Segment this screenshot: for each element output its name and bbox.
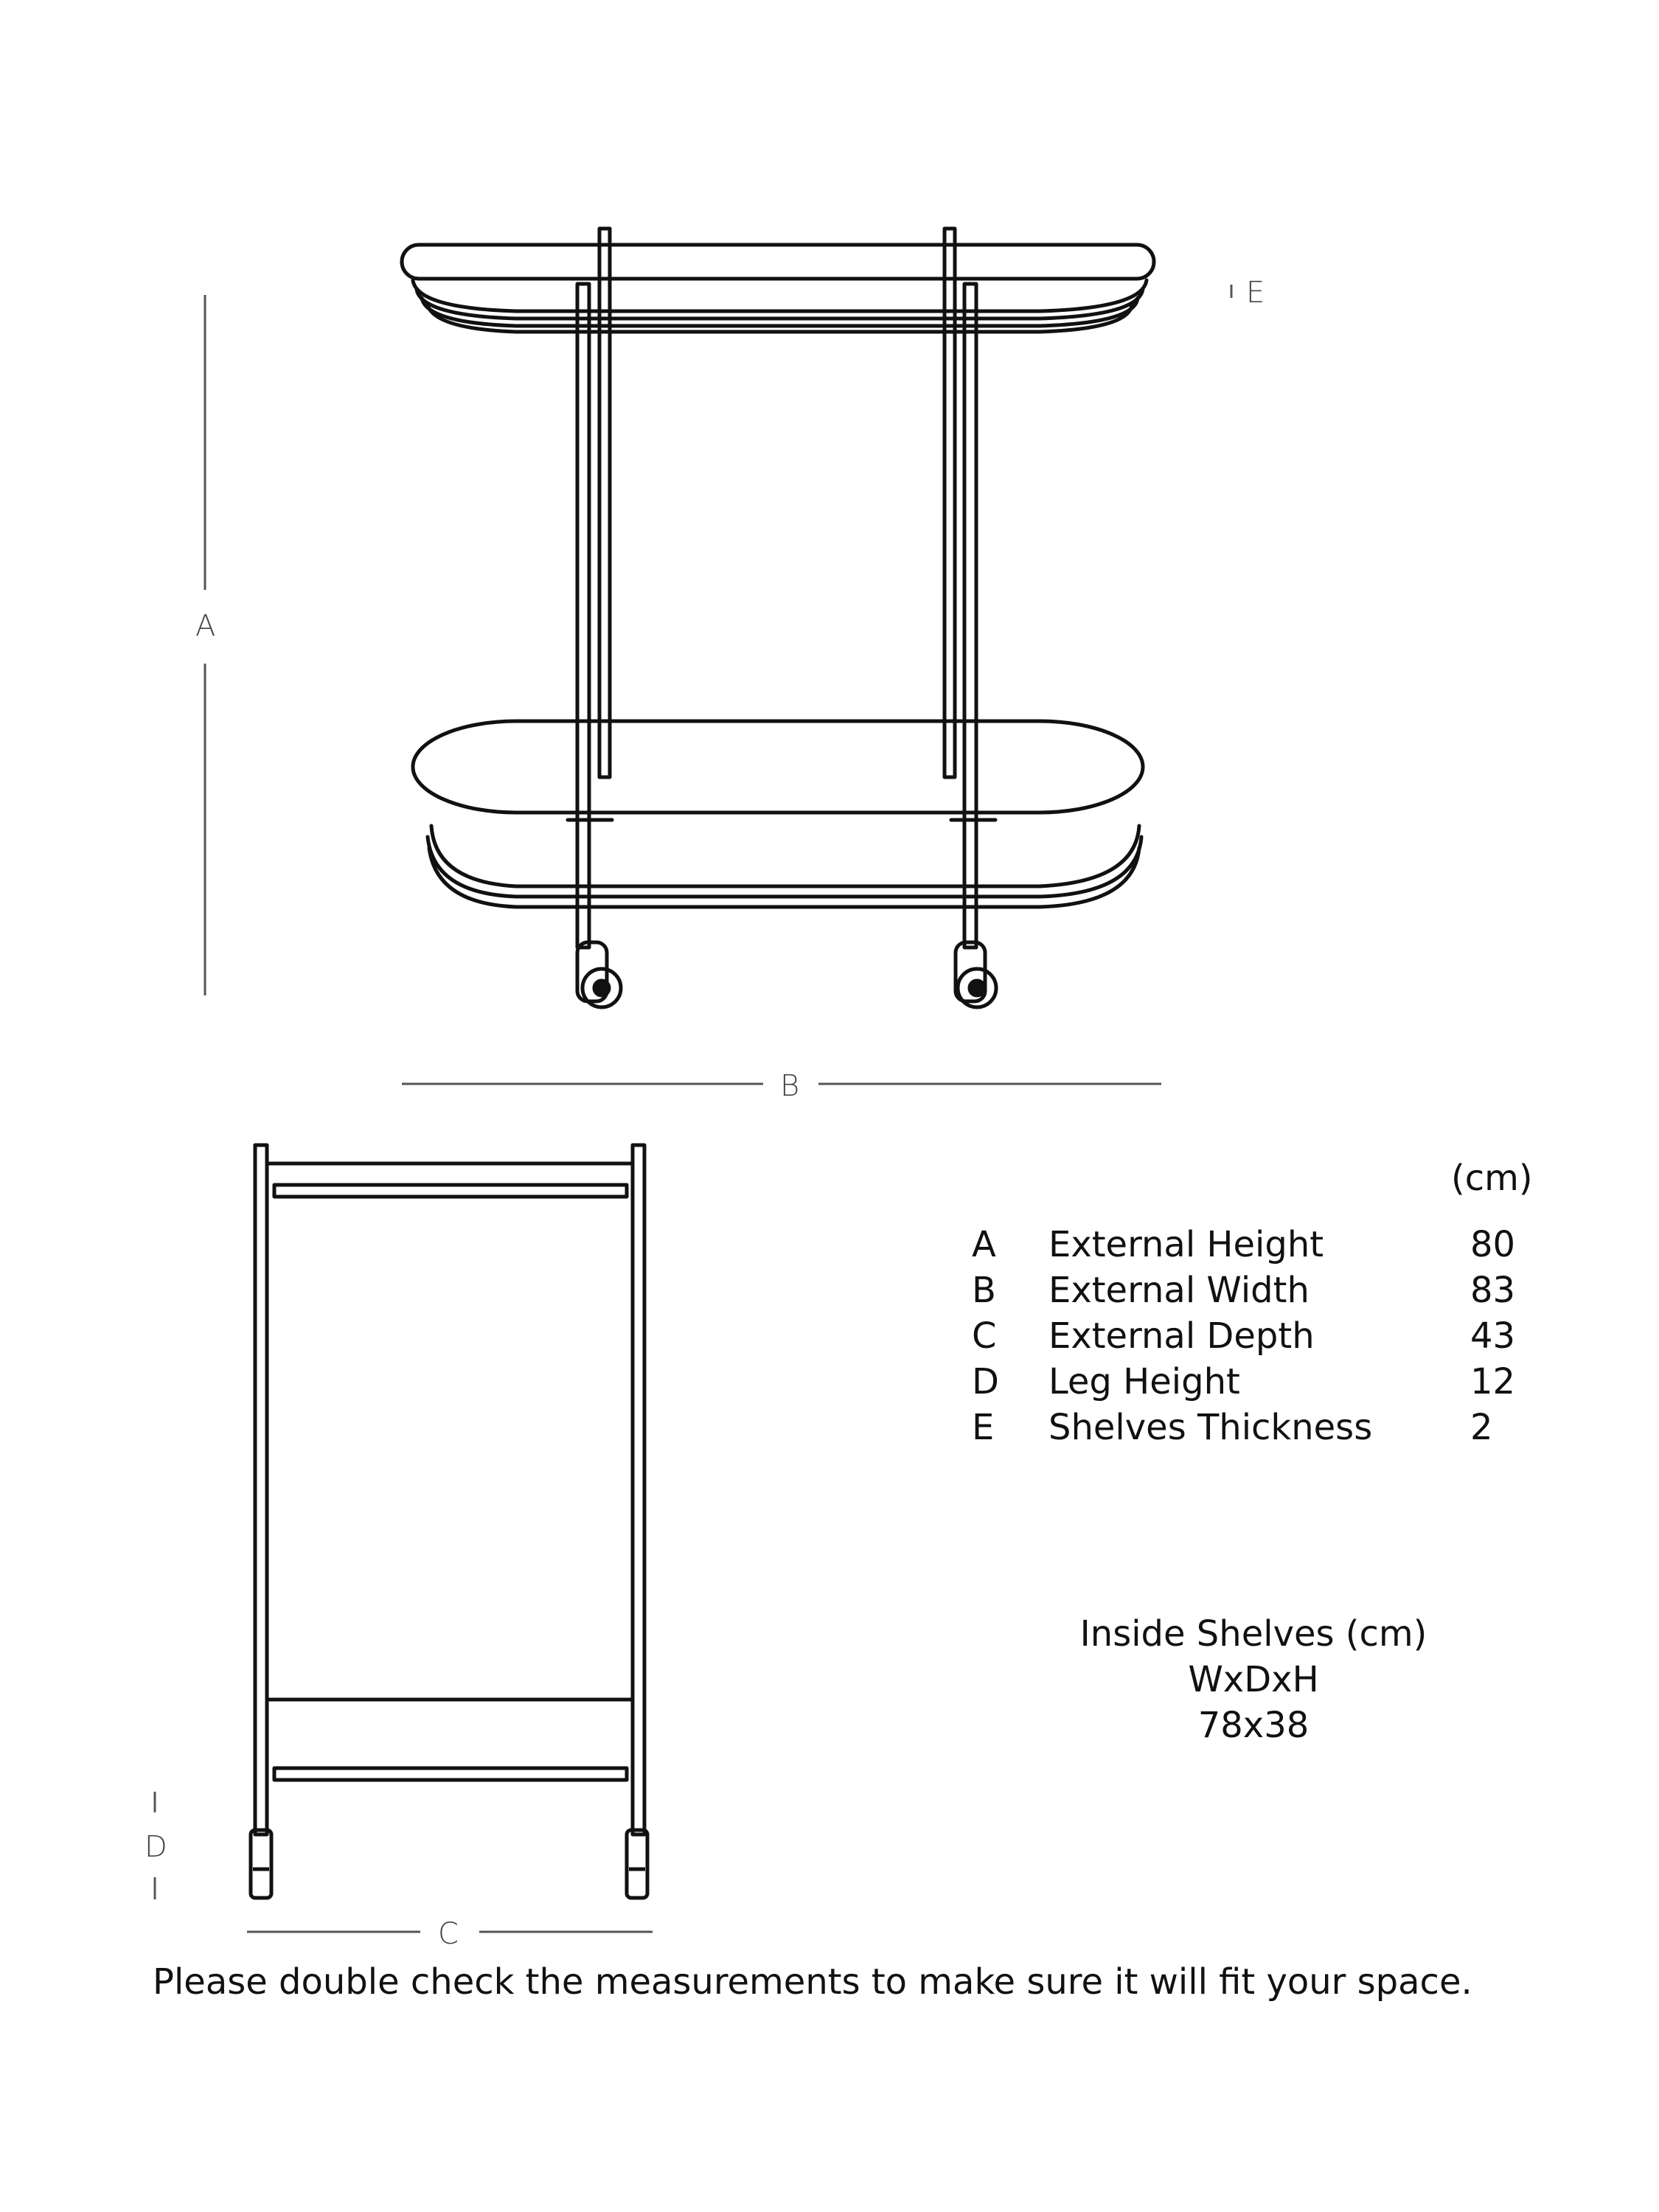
spec-label: Shelves Thickness [1048, 1407, 1373, 1448]
spec-key: D [972, 1361, 999, 1402]
spec-label: External Depth [1048, 1315, 1315, 1357]
spec-label: External Height [1048, 1224, 1324, 1265]
front-view [402, 229, 1154, 1007]
spec-value: 43 [1470, 1315, 1516, 1357]
top-tray-base-1 [413, 280, 1147, 311]
top-tray [402, 245, 1154, 332]
spec-row [972, 1407, 1532, 1453]
dimension-d [145, 1792, 167, 1899]
inside-shelves-block [1062, 1611, 1445, 1748]
side-top-shelf [274, 1185, 627, 1197]
side-left-post [255, 1145, 267, 1834]
spec-row [972, 1361, 1532, 1407]
side-left-caster [251, 1830, 271, 1898]
side-right-post [633, 1145, 644, 1834]
side-right-caster [627, 1830, 647, 1898]
top-tray-rim [402, 245, 1154, 279]
table-unit-header: (cm) [1451, 1158, 1533, 1199]
spec-key: A [972, 1224, 996, 1265]
spec-row [972, 1224, 1532, 1270]
dimension-e-label: E [1246, 276, 1265, 310]
side-bottom-shelf [274, 1768, 627, 1780]
spec-key: C [972, 1315, 997, 1357]
spec-key: B [972, 1270, 996, 1311]
footer-note: Please double check the measurements to make sure it will fit your space. [153, 1961, 1472, 2003]
dimension-c [247, 1917, 653, 1951]
dimension-b-label: B [780, 1069, 800, 1103]
bottom-tray-base-1 [431, 826, 1139, 886]
spec-value: 83 [1470, 1270, 1516, 1311]
spec-label: Leg Height [1048, 1361, 1240, 1402]
dimension-d-label: D [145, 1830, 167, 1864]
left-caster [577, 942, 621, 1007]
dimension-a [195, 295, 215, 995]
spec-row [972, 1270, 1532, 1315]
dimension-b [402, 1069, 1161, 1103]
spec-value: 2 [1470, 1407, 1493, 1448]
front-right-leg [964, 284, 976, 947]
dimension-e [1231, 276, 1265, 310]
front-left-leg [577, 284, 589, 947]
spec-value: 80 [1470, 1224, 1516, 1265]
bottom-tray [413, 721, 1143, 907]
inside-shelves-value: 78x38 [1197, 1705, 1310, 1746]
spec-value: 12 [1470, 1361, 1516, 1402]
inside-shelves-format: WxDxH [1188, 1659, 1319, 1700]
inside-shelves-title: Inside Shelves (cm) [1079, 1613, 1427, 1655]
dimension-c-label: C [438, 1917, 459, 1951]
dimension-a-label: A [195, 609, 216, 643]
right-caster [956, 942, 996, 1007]
side-view [251, 1145, 647, 1898]
spec-key: E [972, 1407, 995, 1448]
bottom-tray-rim [413, 721, 1143, 813]
spec-label: External Width [1048, 1270, 1310, 1311]
spec-row [972, 1315, 1532, 1361]
top-tray-base-2 [417, 289, 1143, 319]
